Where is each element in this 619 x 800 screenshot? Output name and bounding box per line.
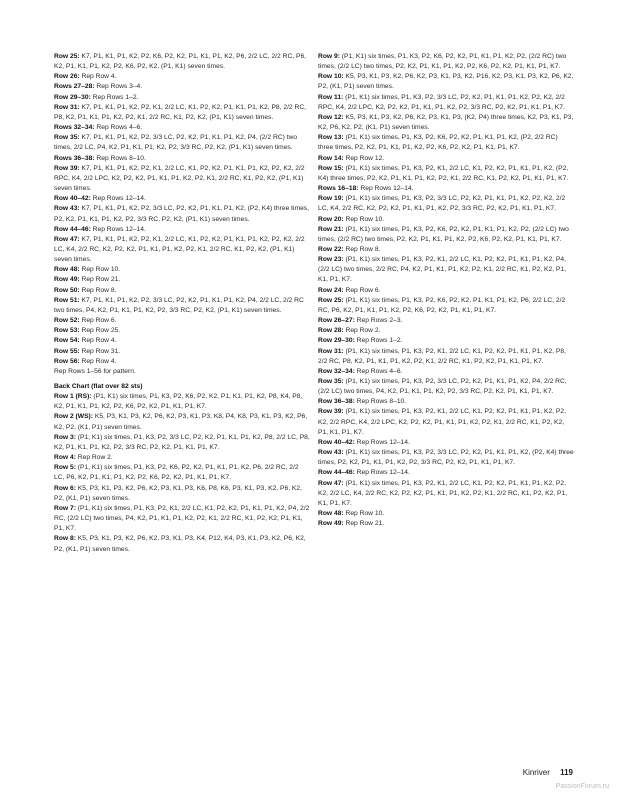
left-entries	[54, 52, 310, 377]
row-instructions: Rep Row 10.	[79, 266, 121, 274]
pattern-row	[54, 534, 310, 554]
row-label: Rows 32–34:	[54, 124, 95, 132]
pattern-row	[318, 509, 574, 519]
row-label: Row 21:	[318, 225, 344, 233]
row-label: Row 29–30:	[54, 93, 91, 101]
right-column	[318, 52, 574, 529]
pattern-row	[54, 52, 310, 72]
row-instructions: Rep Rows 8–10.	[94, 154, 146, 162]
row-instructions: Rep Row 21.	[79, 276, 121, 284]
row-instructions: (P1, K1) six times, P1, K3, P2, K1, 2/2 LC, K1, P2, K2, P1, K1, P1, K2, P4, 2/2 RC, (2/2 LC) two times, P4, K2, P1, K1, P1, K2, P2, K1, 2/2 RC, K1, P2, K2, P1, K1, P1, K7.	[54, 504, 310, 533]
row-label: Row 10:	[318, 73, 344, 81]
row-instructions: Rep Rows 4–6.	[94, 124, 143, 132]
pattern-row	[54, 82, 310, 92]
row-label: Row 52:	[54, 317, 80, 325]
row-label: Row 53:	[54, 327, 80, 335]
row-instructions: K5, P3, K1, P3, K2, P6, K2, P3, K1, P3, K6, P8, K6, P3, K1, P3, K2, P6, K2, P2, (K1, P1) seven times.	[54, 484, 302, 502]
pattern-row	[318, 113, 574, 133]
pattern-row	[318, 255, 574, 285]
row-instructions: (P1, K1) six times, P1, K3, P2, K6, P2, K2, P1, K1, P1, K2, P2, (2/2 LC) two times, (2/2 RC) two times, P2, K2, P1, K1, P1, K2, P2, K6, P2, K2, P1, K1, P1, K7.	[318, 225, 569, 243]
pattern-row	[54, 133, 310, 153]
row-instructions: (P1, K1) six times, P1, K3, P2, K6, P2, K2, P1, K1, P1, K2, P6, 2/2 RC, 2/2 LC, P6, K2, P1, K1, P1, K2, P2, K6, P2, K2, P1, K1, P1, K7.	[54, 464, 299, 482]
row-instructions: Rep Rows 12–14.	[354, 438, 410, 446]
watermark: PassionForum.ru	[555, 783, 609, 790]
row-instructions: K7, P1, K1, P1, K2, P2, 3/3 LC, P2, K2, P1, K1, P1, K2, P4, 2/2 LC, 2/2 RC two times, P4, K2, P1, K1, P1, K2, P2, 3/3 RC, P2, K2, (P1, K1) seven times.	[54, 296, 304, 314]
row-label: Row 23:	[318, 256, 344, 264]
pattern-row	[318, 377, 574, 397]
row-instructions: (P1, K1) six times, P1, K3, P2, K6, P2, K2, P1, K1, P1, K2, P6, 2/2 LC, 2/2 RC, P6, K2, P1, K1, P1, K2, P2, K6, P2, K2, P1, K1, P1, K7.	[318, 296, 566, 314]
row-instructions: Rep Row 4.	[79, 337, 117, 345]
row-instructions: Rep Row 2.	[343, 327, 381, 335]
row-label: Row 31:	[54, 103, 80, 111]
row-label: Row 51:	[54, 296, 80, 304]
row-instructions: (P1, K1) six times, P1, K3, P2, K6, P2, K2, P1, K1, P1, K2, (P2, 2/2 RC) three times, P2, K2, P1, K1, P1, K2, P2, K6, P2, K2, P1, K1, P1, K7.	[318, 134, 558, 152]
row-instructions: (P1, K1) six times, P1, K3, P2, K1, 2/2 LC, K1, P2, K2, P1, K1, P1, K2, P2, K2, 2/2 LC, K4, 2/2 RC, K2, P2, K2, P1, K1, P1, K2, P2, K1, 2/2 RC, K1, P2, K2, P1, K1, P1, K7.	[318, 479, 568, 507]
row-label: Row 36–38:	[318, 398, 355, 406]
pattern-row	[54, 72, 310, 82]
pattern-row	[318, 407, 574, 437]
row-instructions: (P1, K1) six times, P1, K3, P2, 3/3 LC, P2, K2, P1, K1, P1, K2, P2, K2, 2/2 LC, K4, 2/2 RC, K2, P2, K2, P1, K1, P1, K2, P2, 3/3 RC, P2, K2, P1, K1, P1, K7.	[318, 195, 566, 213]
row-instructions: Rep Rows 12–14.	[90, 195, 146, 203]
row-instructions: (P1, K1) six times, P1, K3, P2, K6, P2, K2, P1, K1, P1, K2, P2, (2/2 RC) two times, (2/2 LC) two times, P2, K2, P1, K1, P1, K2, P2, K6, P2, K2, P1, K1, P1, K7.	[318, 53, 567, 71]
row-label: Row 6:	[54, 484, 76, 492]
row-instructions: Rep Row 10.	[343, 215, 385, 223]
row-label: Row 2 (WS):	[54, 413, 94, 421]
row-instructions: Rep Rows 1–2.	[90, 93, 139, 101]
pattern-row	[318, 164, 574, 184]
pattern-row	[318, 448, 574, 468]
back-chart-entries	[54, 392, 310, 555]
row-label: Row 22:	[318, 245, 344, 253]
row-label: Row 29–30:	[318, 337, 355, 345]
row-label: Row 24:	[318, 286, 344, 294]
row-label: Row 25:	[318, 296, 344, 304]
pattern-row	[54, 265, 310, 275]
pattern-row	[318, 468, 574, 478]
row-label: Row 47:	[54, 235, 80, 243]
row-label: Rows 36–38:	[54, 154, 95, 162]
pattern-row	[54, 235, 310, 265]
pattern-row	[54, 204, 310, 224]
row-instructions: (P1, K1) six times, P1, K3, P2, K1, 2/2 LC, K1, P2, K2, P1, K1, P1, K2, P4, (2/2 LC) two times, 2/2 RC, P4, K2, P1, K1, P1, K2, P2, K1, 2/2 RC, K1, P2, K2, P1, K1, P1, K7.	[318, 256, 566, 284]
footer-brand: Kinriver	[522, 768, 550, 777]
pattern-row	[54, 433, 310, 453]
row-label: Row 35:	[318, 378, 344, 385]
pattern-row	[54, 225, 310, 235]
pattern-row	[54, 286, 310, 296]
pattern-row	[54, 484, 310, 504]
pattern-row	[318, 154, 574, 164]
row-instructions: Rep Row 21.	[343, 520, 385, 528]
page-footer	[523, 768, 573, 777]
row-label: Row 7:	[54, 504, 76, 512]
row-instructions: (P1, K1) six times, P1, K3, P2, K1, 2/2 LC, K1, P2, K2, P1, K1, P1, K2, P8, 2/2 RC, P8, K2, P1, K1, P1, K2, P2, K1, 2/2 RC, K1, P2, K2, P1, K1, P1, K7.	[318, 347, 566, 365]
row-instructions: Rep Row 8.	[343, 245, 381, 253]
pattern-row	[54, 194, 310, 204]
row-label: Row 15:	[318, 164, 344, 172]
row-instructions: Rep Rows 2–3.	[354, 317, 403, 325]
row-label: Row 25:	[54, 53, 80, 60]
row-instructions: K5, P3, K1, P3, K2, P6, K2, P3, K1, P3, (K2, P4) three times, K2, P3, K1, P3, K2, P6, K2, P2, (K1, P1) seven times.	[318, 113, 574, 132]
row-instructions: K7, P1, K1, P1, K2, P2, K1, 2/2 LC, K1, P2, K2, P1, K1, P1, K2, P2, K2, 2/2 LC, K4, 2/2 RC, K2, P2, K2, P1, K1, P1, K2, P2, K1, 2/2 RC, K1, P2, K2, (P1, K1) seven times.	[54, 235, 305, 264]
row-instructions: (P1, K1) six times, P1, K3, P2, 3/3 LC, P2, K2, P1, K1, P1, K2, (P2, K4) three times, P2, K2, P1, K1, P1, K2, P2, 3/3 RC, P2, K2, P1, K1, P1, K7.	[318, 449, 574, 467]
pattern-row	[54, 103, 310, 123]
row-instructions: K5, P3, K1, P3, K2, P6, K2, P3, K1, P3, K4, P12, K4, P3, K1, P3, K2, P6, K2, P2, (K1, P1) seven times.	[54, 535, 306, 553]
row-instructions: (P1, K1) six times, P1, K3, P2, 3/3 LC, P2, K2, P1, K1, P1, K2, P4, 2/2 RC, (2/2 LC) two times, P4, K2, P1, K1, P1, K2, P2, 3/3 RC, P2, K2, P1, K1, P1, K7.	[318, 378, 567, 396]
row-label: Row 49:	[318, 520, 344, 528]
row-instructions: (P1, K1) six times, P1, K3, P2, K1, 2/2 LC, K1, P2, K2, P1, K1, P1, K2, P2, K2, 2/2 RPC, K4, 2/2 LPC, K2, P2, K2, P1, K1, P1, K2, P2, K1, 2/2 RC, K1, P2, K2, P1, K1, P1, K7.	[318, 408, 566, 436]
row-label: Row 12:	[318, 113, 344, 121]
row-label: Row 54:	[54, 337, 80, 345]
pattern-row	[54, 453, 310, 463]
pattern-row	[318, 194, 574, 214]
row-instructions: Rep Rows 1–2.	[354, 337, 403, 345]
row-instructions: K7, P1, K1, P1, K2, P2, 3/3 LC, P2, K2, P1, K1, P1, K2, (P2, K4) three times, P2, K2, P1, K1, P1, K2, P2, 3/3 RC, P2, K2, (P1, K1) seven times.	[54, 205, 309, 223]
row-label: Row 32–34:	[318, 367, 355, 375]
pattern-row	[54, 357, 310, 367]
row-label: Row 40–42:	[318, 438, 355, 446]
pattern-row	[318, 245, 574, 255]
pattern-row	[318, 184, 574, 194]
pattern-row	[318, 347, 574, 367]
pattern-row	[318, 336, 574, 346]
pattern-row	[54, 504, 310, 534]
row-label: Row 8:	[54, 535, 76, 543]
row-instructions: Rep Row 6.	[343, 286, 381, 294]
back-chart-heading: Back Chart (flat over 82 sts)	[54, 383, 143, 390]
row-label: Row 44–46:	[54, 225, 91, 233]
row-label: Rows 16–18:	[318, 185, 359, 193]
pattern-row	[318, 93, 574, 113]
row-label: Row 56:	[54, 357, 80, 365]
row-instructions: Rep Row 10.	[343, 510, 385, 518]
row-label: Row 47:	[318, 479, 344, 487]
row-instructions: K5, P3, K1, P3, K2, P6, K2, P3, K1, P3, K8, P4, K8, P3, K1, P3, K2, P6, K2, P2, (K1, P1) seven times.	[54, 413, 308, 431]
row-instructions: K7, P1, K1, P1, K2, P2, K1, 2/2 LC, K1, P2, K2, P1, K1, P1, K2, P8, 2/2 RC, P8, K2, P1, K1, P1, K2, P2, K1, 2/2 RC, K1, P2, K2, (P1, K1) seven times.	[54, 103, 307, 121]
row-instructions: K7, P1, K1, P1, K2, P2, K6, P2, K2, P1, K1, P1, K2, P6, 2/2 LC, 2/2 RC, P6, K2, P1, K1, P1, K2, P2, K6, P2, K2, (P1, K1) seven times.	[54, 53, 307, 71]
row-instructions: Rep Row 8.	[79, 286, 117, 294]
row-label: Row 20:	[318, 215, 344, 223]
pattern-row	[318, 72, 574, 92]
row-label: Row 50:	[54, 286, 80, 294]
pattern-row	[54, 392, 310, 412]
pattern-row	[318, 438, 574, 448]
pattern-row	[54, 123, 310, 133]
pattern-row	[318, 215, 574, 225]
pattern-row	[54, 296, 310, 316]
row-instructions: Rep Row 4.	[79, 73, 117, 81]
pattern-row	[54, 275, 310, 285]
page-number: 119	[560, 768, 573, 777]
row-label: Row 14:	[318, 154, 344, 162]
pattern-row	[54, 154, 310, 164]
row-label: Row 13:	[318, 134, 344, 142]
row-label: Row 40–42:	[54, 195, 91, 203]
row-instructions: Rep Row 6.	[79, 317, 117, 325]
row-label: Row 11:	[318, 93, 344, 101]
pattern-row	[54, 412, 310, 432]
pattern-row	[318, 316, 574, 326]
row-label: Row 44–46:	[318, 469, 355, 477]
pattern-row	[318, 296, 574, 316]
row-label: Row 1 (RS):	[54, 393, 92, 401]
row-label: Row 31:	[318, 347, 344, 355]
row-instructions: Rep Rows 1–56 for pattern.	[54, 367, 136, 375]
row-instructions: K5, P3, K1, P3, K2, P6, K2, P3, K1, P3, K2, P16, K2, P3, K1, P3, K2, P6, K2, P2, (K1, P1) seven times.	[318, 73, 574, 91]
pattern-row	[318, 367, 574, 377]
row-label: Row 39:	[54, 164, 80, 172]
pattern-row	[318, 225, 574, 245]
row-instructions: Rep Row 31.	[79, 347, 121, 355]
row-instructions: Rep Row 12.	[343, 154, 385, 162]
pattern-row	[54, 347, 310, 357]
row-instructions: Rep Row 4.	[79, 357, 117, 365]
row-instructions: Rep Rows 12–14.	[358, 185, 414, 193]
pattern-row	[54, 93, 310, 103]
row-label: Row 5:	[54, 464, 76, 472]
row-label: Row 39:	[318, 408, 344, 416]
pattern-row	[318, 52, 574, 72]
row-label: Row 19:	[318, 195, 344, 203]
row-label: Row 35:	[54, 134, 80, 142]
row-label: Row 9:	[318, 53, 340, 60]
pattern-row	[318, 326, 574, 336]
row-label: Row 55:	[54, 347, 80, 355]
row-instructions: (P1, K1) six times, P1, K3, P2, 3/3 LC, P2, K2, P1, K1, P1, K2, P2, K2, 2/2 RPC, K4, 2/2 LPC, K2, P2, K2, P1, K1, P1, K2, P2, 3/3 RC, P2, K2, P1, K1, P1, K7.	[318, 93, 565, 111]
row-label: Row 49:	[54, 276, 80, 284]
pattern-row	[318, 133, 574, 153]
left-column	[54, 52, 310, 555]
row-instructions: Rep Rows 12–14.	[354, 469, 410, 477]
row-instructions: Rep Rows 8–10.	[354, 398, 407, 406]
row-label: Row 48:	[318, 510, 344, 518]
row-instructions: Rep Rows 3–4.	[94, 83, 143, 91]
row-label: Row 28:	[318, 327, 344, 335]
pattern-row	[318, 479, 574, 509]
pattern-row	[54, 463, 310, 483]
row-instructions: Rep Row 25.	[79, 327, 121, 335]
row-instructions: Rep Row 2.	[75, 454, 113, 462]
row-instructions: K7, P1, K1, P1, K2, P2, K1, 2/2 LC, K1, P2, K2, P1, K1, P1, K2, P2, K2, 2/2 RPC, K4, 2/2 LPC, K2, P2, K2, P1, K1, P1, K2, P2, K1, 2/2 RC, K1, P2, K2, (P1, K1) seven times.	[54, 164, 305, 193]
row-label: Row 48:	[54, 266, 80, 274]
pattern-row	[54, 367, 310, 377]
pattern-row	[54, 164, 310, 194]
pattern-row	[54, 316, 310, 326]
row-label: Row 26:	[54, 73, 80, 81]
row-instructions: (P1, K1) six times, P1, K3, P2, 3/3 LC, P2, K2, P1, K1, P1, K2, P8, 2/2 LC, P8, K2, P1, K1, P1, K2, P2, 3/3 RC, P2, K2, P1, K1, P1, K7.	[54, 433, 310, 451]
pattern-row	[318, 397, 574, 407]
row-label: Row 3:	[54, 433, 76, 441]
right-entries	[318, 52, 574, 529]
row-instructions: (P1, K1) six times, P1, K3, P2, K1, 2/2 LC, K1, P2, K2, P1, K1, P1, K2, (P2, K4) three times, P2, K2, P1, K1, P1, K2, P2, K1, 2/2 RC, K1, P2, K2, P1, K1, P1, K7.	[318, 164, 569, 182]
pattern-row	[54, 336, 310, 346]
row-label: Row 43:	[54, 205, 80, 213]
row-instructions: K7, P1, K1, P1, K2, P2, 3/3 LC, P2, K2, P1, K1, P1, K2, P4, (2/2 RC) two times, 2/2 LC, P4, K2, P1, K1, P1, K2, P2, 3/3 RC, P2, K2, (P1, K1) seven times.	[54, 134, 298, 152]
row-label: Row 4:	[54, 454, 76, 462]
row-label: Rows 27–28:	[54, 83, 95, 91]
pattern-row	[318, 519, 574, 529]
row-instructions: Rep Rows 4–6.	[354, 367, 403, 375]
row-instructions: (P1, K1) six times, P1, K3, P2, K6, P2, K2, P1, K1, P1, K2, P8, K4, P8, K2, P1, K1, P1, K2, P2, K6, P2, K2, P1, K1, P1, K7.	[54, 393, 303, 411]
row-label: Row 43:	[318, 449, 344, 457]
pattern-row	[54, 326, 310, 336]
row-label: Row 26–27:	[318, 317, 355, 325]
pattern-row	[318, 286, 574, 296]
row-instructions: Rep Rows 12–14.	[90, 225, 146, 233]
